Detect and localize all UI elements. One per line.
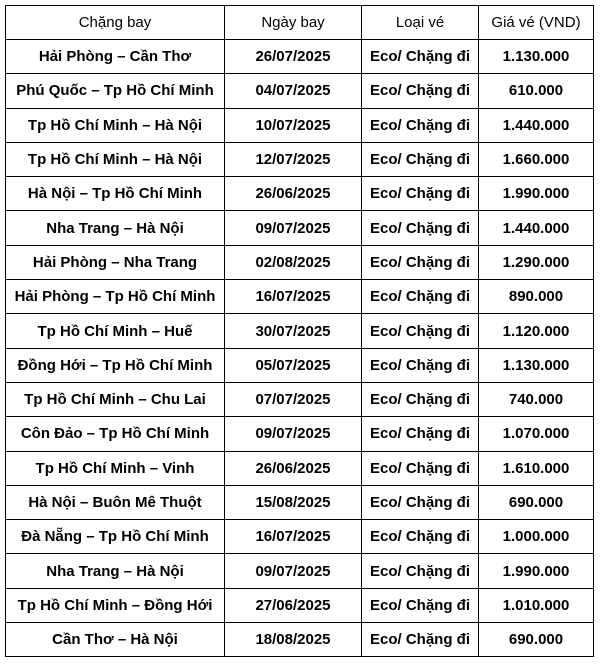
route-cell: Hải Phòng – Tp Hồ Chí Minh — [6, 280, 225, 314]
date-cell: 02/08/2025 — [225, 245, 362, 279]
route-cell: Hà Nội – Tp Hồ Chí Minh — [6, 177, 225, 211]
price-cell: 1.010.000 — [479, 588, 594, 622]
table-row — [6, 588, 594, 622]
ticket-type-cell: Eco/ Chặng đi — [362, 245, 479, 279]
ticket-type-cell: Eco/ Chặng đi — [362, 485, 479, 519]
ticket-type-cell: Eco/ Chặng đi — [362, 348, 479, 382]
price-cell: 1.990.000 — [479, 177, 594, 211]
ticket-type-cell: Eco/ Chặng đi — [362, 108, 479, 142]
date-cell: 07/07/2025 — [225, 382, 362, 416]
date-cell: 16/07/2025 — [225, 280, 362, 314]
header-route: Chặng bay — [6, 6, 225, 40]
route-cell: Phú Quốc – Tp Hồ Chí Minh — [6, 74, 225, 108]
ticket-type-cell: Eco/ Chặng đi — [362, 40, 479, 74]
price-cell: 1.440.000 — [479, 211, 594, 245]
route-cell: Tp Hồ Chí Minh – Huế — [6, 314, 225, 348]
route-cell: Tp Hồ Chí Minh – Vinh — [6, 451, 225, 485]
ticket-type-cell: Eco/ Chặng đi — [362, 451, 479, 485]
price-cell: 890.000 — [479, 280, 594, 314]
table-row — [6, 554, 594, 588]
route-cell: Nha Trang – Hà Nội — [6, 211, 225, 245]
date-cell: 05/07/2025 — [225, 348, 362, 382]
price-cell: 1.660.000 — [479, 142, 594, 176]
date-cell: 09/07/2025 — [225, 554, 362, 588]
table-row — [6, 177, 594, 211]
table-row — [6, 485, 594, 519]
table-row — [6, 417, 594, 451]
route-cell: Tp Hồ Chí Minh – Chu Lai — [6, 382, 225, 416]
ticket-type-cell: Eco/ Chặng đi — [362, 588, 479, 622]
ticket-type-cell: Eco/ Chặng đi — [362, 177, 479, 211]
date-cell: 16/07/2025 — [225, 520, 362, 554]
price-cell: 1.000.000 — [479, 520, 594, 554]
ticket-type-cell: Eco/ Chặng đi — [362, 554, 479, 588]
date-cell: 26/06/2025 — [225, 177, 362, 211]
route-cell: Hải Phòng – Cần Thơ — [6, 40, 225, 74]
price-cell: 1.610.000 — [479, 451, 594, 485]
date-cell: 18/08/2025 — [225, 623, 362, 657]
price-cell: 1.070.000 — [479, 417, 594, 451]
table-row — [6, 211, 594, 245]
date-cell: 15/08/2025 — [225, 485, 362, 519]
ticket-type-cell: Eco/ Chặng đi — [362, 520, 479, 554]
flight-fares-table — [5, 5, 594, 657]
table-header — [6, 6, 594, 40]
route-cell: Tp Hồ Chí Minh – Đồng Hới — [6, 588, 225, 622]
table-row — [6, 314, 594, 348]
ticket-type-cell: Eco/ Chặng đi — [362, 314, 479, 348]
table-row — [6, 40, 594, 74]
ticket-type-cell: Eco/ Chặng đi — [362, 142, 479, 176]
table-row — [6, 382, 594, 416]
table-row — [6, 623, 594, 657]
date-cell: 12/07/2025 — [225, 142, 362, 176]
ticket-type-cell: Eco/ Chặng đi — [362, 623, 479, 657]
route-cell: Đồng Hới – Tp Hồ Chí Minh — [6, 348, 225, 382]
header-date: Ngày bay — [225, 6, 362, 40]
ticket-type-cell: Eco/ Chặng đi — [362, 211, 479, 245]
date-cell: 26/07/2025 — [225, 40, 362, 74]
table-row — [6, 245, 594, 279]
route-cell: Tp Hồ Chí Minh – Hà Nội — [6, 142, 225, 176]
route-cell: Nha Trang – Hà Nội — [6, 554, 225, 588]
price-cell: 1.130.000 — [479, 40, 594, 74]
price-cell: 690.000 — [479, 485, 594, 519]
price-cell: 1.440.000 — [479, 108, 594, 142]
route-cell: Hà Nội – Buôn Mê Thuột — [6, 485, 225, 519]
price-cell: 740.000 — [479, 382, 594, 416]
price-cell: 1.130.000 — [479, 348, 594, 382]
ticket-type-cell: Eco/ Chặng đi — [362, 74, 479, 108]
route-cell: Hải Phòng – Nha Trang — [6, 245, 225, 279]
price-cell: 1.120.000 — [479, 314, 594, 348]
table-body — [6, 40, 594, 657]
date-cell: 30/07/2025 — [225, 314, 362, 348]
date-cell: 09/07/2025 — [225, 417, 362, 451]
price-cell: 1.990.000 — [479, 554, 594, 588]
header-row — [6, 6, 594, 40]
table-row — [6, 142, 594, 176]
price-cell: 690.000 — [479, 623, 594, 657]
date-cell: 10/07/2025 — [225, 108, 362, 142]
table-row — [6, 348, 594, 382]
date-cell: 26/06/2025 — [225, 451, 362, 485]
ticket-type-cell: Eco/ Chặng đi — [362, 382, 479, 416]
header-price: Giá vé (VND) — [479, 6, 594, 40]
route-cell: Đà Nẵng – Tp Hồ Chí Minh — [6, 520, 225, 554]
table-row — [6, 520, 594, 554]
header-ticket-type: Loại vé — [362, 6, 479, 40]
date-cell: 27/06/2025 — [225, 588, 362, 622]
table-row — [6, 74, 594, 108]
price-cell: 1.290.000 — [479, 245, 594, 279]
price-cell: 610.000 — [479, 74, 594, 108]
table-row — [6, 451, 594, 485]
route-cell: Tp Hồ Chí Minh – Hà Nội — [6, 108, 225, 142]
table-row — [6, 280, 594, 314]
ticket-type-cell: Eco/ Chặng đi — [362, 417, 479, 451]
date-cell: 04/07/2025 — [225, 74, 362, 108]
ticket-type-cell: Eco/ Chặng đi — [362, 280, 479, 314]
date-cell: 09/07/2025 — [225, 211, 362, 245]
route-cell: Cần Thơ – Hà Nội — [6, 623, 225, 657]
route-cell: Côn Đảo – Tp Hồ Chí Minh — [6, 417, 225, 451]
table-row — [6, 108, 594, 142]
